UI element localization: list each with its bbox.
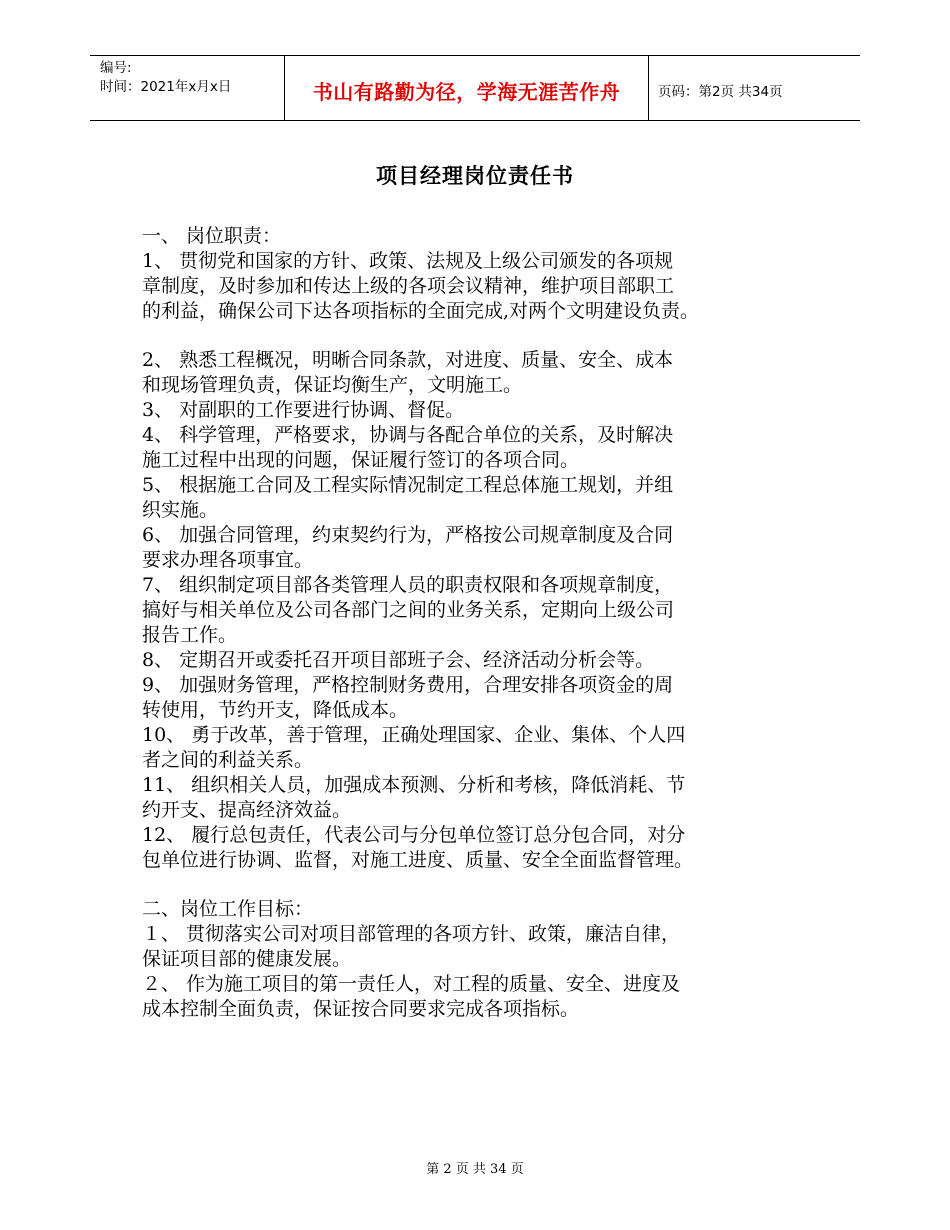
- body-text-line: 搞好与相关单位及公司各部门之间的业务关系，定期向上级公司: [142, 599, 675, 621]
- body-text-line: 8、 定期召开或委托召开项目部班子会、经济活动分析会等。: [142, 649, 655, 671]
- body-text-line: 1、 贯彻党和国家的方针、政策、法规及上级公司颁发的各项规: [142, 250, 674, 272]
- body-text-line: 要求办理各项事宜。: [142, 549, 314, 571]
- body-text-line: 4、 科学管理，严格要求，协调与各配合单位的关系，及时解决: [142, 424, 674, 446]
- page-footer: 第 2 页 共 34 页: [426, 1162, 524, 1177]
- body-text-line: 约开支、提高经济效益。: [142, 799, 352, 821]
- header-divider-right: [648, 56, 649, 120]
- body-text-line: 7、 组织制定项目部各类管理人员的职责权限和各项规章制度，: [142, 574, 674, 596]
- body-text-line: 一、 岗位职责：: [142, 225, 282, 247]
- document-number-label: 编号:: [100, 60, 132, 76]
- document-title: 项目经理岗位责任书: [376, 164, 574, 188]
- body-text-line: 成本控制全面负责，保证按合同要求完成各项指标。: [142, 998, 580, 1020]
- body-text-line: 6、 加强合同管理，约束契约行为，严格按公司规章制度及合同: [142, 524, 674, 546]
- body-text-line: 和现场管理负责，保证均衡生产，文明施工。: [142, 374, 523, 396]
- body-text-line: 10、 勇于改革，善于管理，正确处理国家、企业、集体、个人四: [142, 724, 686, 746]
- paragraph-gap: [142, 324, 822, 348]
- body-text-line: 保证项目部的健康发展。: [142, 948, 352, 970]
- body-text-line: 报告工作。: [142, 624, 238, 646]
- page-header: [90, 55, 860, 121]
- body-text-line: 9、 加强财务管理，严格控制财务费用，合理安排各项资金的周: [142, 674, 674, 696]
- body-text-line: 11、 组织相关人员，加强成本预测、分析和考核，降低消耗、节: [142, 774, 686, 796]
- body-text-line: 包单位进行协调、监督，对施工进度、质量、安全全面监督管理。: [142, 849, 694, 871]
- header-motto: 书山有路勤为径，学海无涯苦作舟: [312, 80, 621, 104]
- body-text-line: 2、 熟悉工程概况，明晰合同条款，对进度、质量、安全、成本: [142, 349, 674, 371]
- body-text-line: １、 贯彻落实公司对项目部管理的各项方针、政策，廉洁自律，: [142, 923, 681, 945]
- header-meta: [100, 59, 231, 97]
- body-text-line: 织实施。: [142, 499, 219, 521]
- body-text-line: 者之间的利益关系。: [142, 749, 314, 771]
- document-body: [142, 224, 822, 1022]
- body-text-line: ２、 作为施工项目的第一责任人，对工程的质量、安全、进度及: [142, 973, 681, 995]
- body-text-line: 5、 根据施工合同及工程实际情况制定工程总体施工规划，并组: [142, 474, 674, 496]
- body-text-line: 二、岗位工作目标：: [142, 898, 314, 920]
- document-time-label: 时间：2021年x月x日: [100, 79, 232, 95]
- body-text-line: 施工过程中出现的问题，保证履行签订的各项合同。: [142, 449, 580, 471]
- body-text-line: 转使用，节约开支，降低成本。: [142, 699, 409, 721]
- paragraph-gap: [142, 873, 822, 897]
- header-page-info: 页码：第2页 共34页: [658, 84, 783, 100]
- body-text-line: 12、 履行总包责任，代表公司与分包单位签订总分包合同，对分: [142, 824, 686, 846]
- body-text-line: 的利益，确保公司下达各项指标的全面完成,对两个文明建设负责。: [142, 300, 700, 322]
- body-text-line: 章制度，及时参加和传达上级的各项会议精神，维护项目部职工: [142, 275, 675, 297]
- body-text-line: 3、 对副职的工作要进行协调、督促。: [142, 399, 465, 421]
